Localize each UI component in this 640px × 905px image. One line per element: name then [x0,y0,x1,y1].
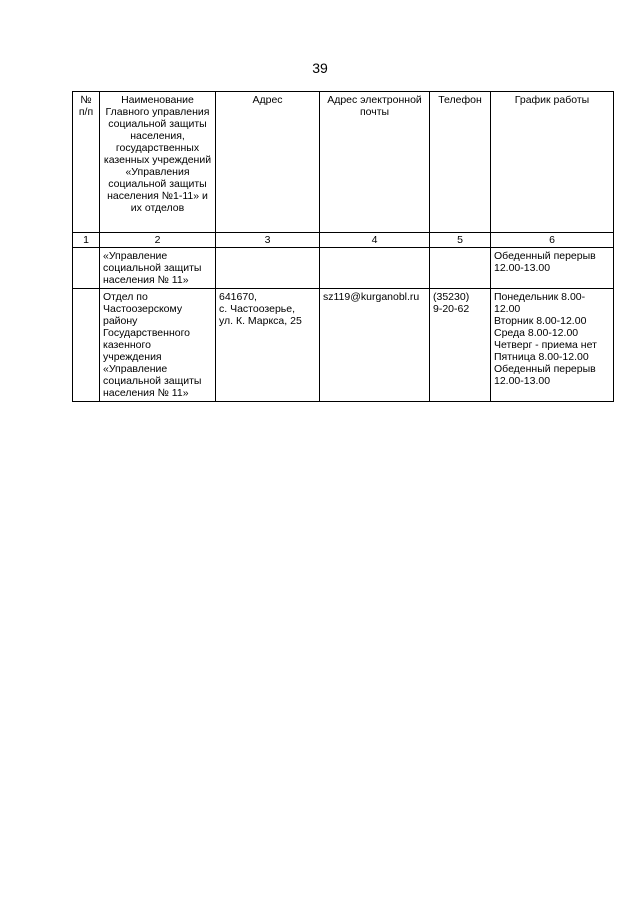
header-schedule: График работы [491,92,614,233]
table-header-row [73,92,614,233]
row-number-cell [73,248,100,289]
table-row [73,248,614,289]
column-number: 5 [430,233,491,248]
schedule-line: Обеденный перерыв 12.00-13.00 [494,363,596,387]
address-line: с. Частоозерье, [219,303,296,315]
row-name-cell: «Управление социальной защиты населения № 11» [100,248,216,289]
row-name-cell: Отдел по Частоозерскому району Государственного казенного учреждения «Управление социальной защиты населения № 11» [100,289,216,402]
row-schedule-cell [491,289,614,402]
row-email-cell [320,248,430,289]
institutions-table [72,91,614,402]
header-phone: Телефон [430,92,491,233]
phone-line: (35230) [433,291,470,303]
schedule-line: Вторник 8.00-12.00 [494,315,587,327]
column-number: 3 [216,233,320,248]
header-number: № п/п [73,92,100,233]
column-number: 1 [73,233,100,248]
column-number-row [73,233,614,248]
header-address: Адрес [216,92,320,233]
header-email: Адрес электронной почты [320,92,430,233]
row-phone-cell [430,289,491,402]
schedule-line: Среда 8.00-12.00 [494,327,579,339]
row-address-cell [216,289,320,402]
schedule-line: Пятница 8.00-12.00 [494,351,589,363]
row-email-cell: sz119@kurganobl.ru [320,289,430,402]
address-line: 641670, [219,291,257,303]
schedule-line: Четверг - приема нет [494,339,597,351]
page-number: 39 [312,60,328,76]
row-phone-cell [430,248,491,289]
row-address-cell [216,248,320,289]
column-number: 4 [320,233,430,248]
header-name: Наименование Главного управления социальной защиты населения, государственных казенных учреждений «Управления социальной защиты населения №1-11» и их отделов [100,92,216,233]
table-row [73,289,614,402]
address-line: ул. К. Маркса, 25 [219,315,302,327]
phone-line: 9-20-62 [433,303,470,315]
column-number: 6 [491,233,614,248]
schedule-line: Понедельник 8.00-12.00 [494,291,586,315]
column-number: 2 [100,233,216,248]
row-number-cell [73,289,100,402]
row-schedule-cell [491,248,614,289]
schedule-line: Обеденный перерыв 12.00-13.00 [494,250,596,274]
